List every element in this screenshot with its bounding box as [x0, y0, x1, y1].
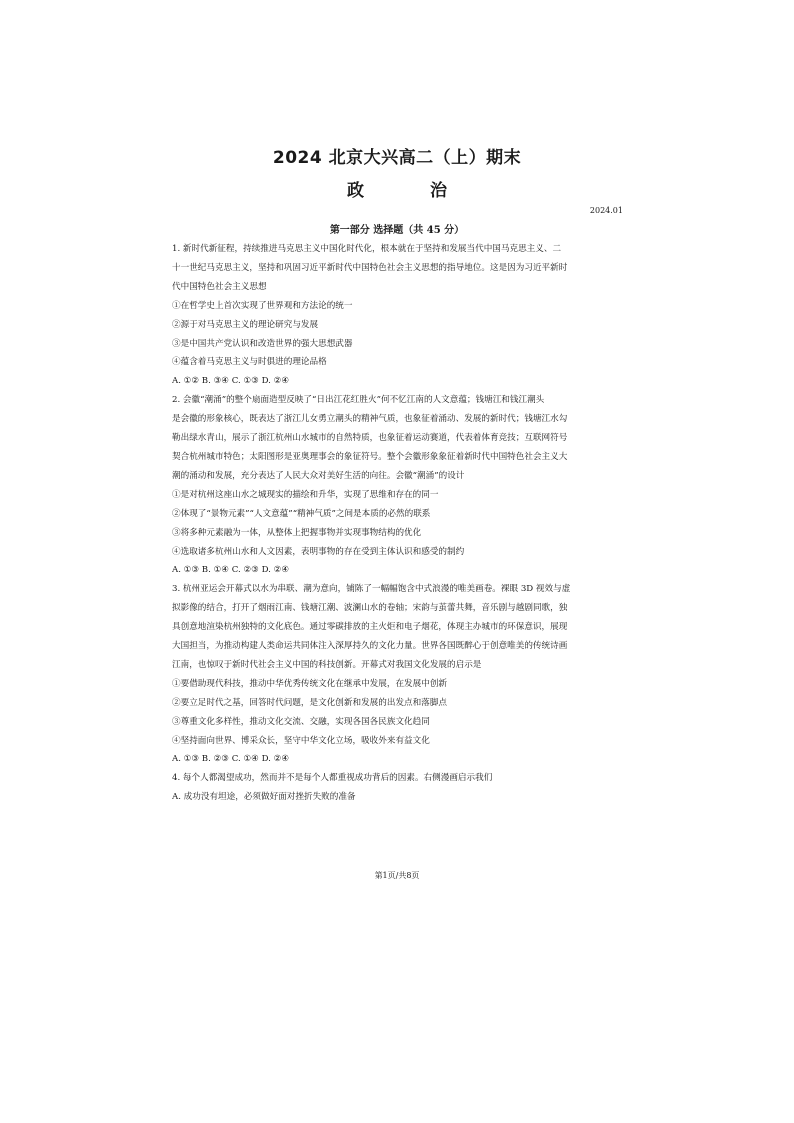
answer-choices: A. ①③ B. ①④ C. ②③ D. ②④ — [172, 565, 290, 576]
question-option: ③尊重文化多样性，推动文化交流、交融，实现各国各民族文化趋同 — [172, 716, 430, 727]
question-option: ③是中国共产党认识和改造世界的强大思想武器 — [172, 338, 353, 349]
question-stem-line: 4. 每个人都渴望成功，然而并不是每个人都重视成功背后的因素。右侧漫画启示我们 — [172, 773, 493, 784]
question-option: ①是对杭州这座山水之城现实的描绘和升华，实现了思维和存在的同一 — [172, 489, 439, 500]
question-option: ④坚持面向世界、博采众长，坚守中华文化立场，吸收外来有益文化 — [172, 735, 430, 746]
question-stem-line: 是会徽的形象核心，既表达了浙江儿女勇立潮头的精神气质，也象征着涌动、发展的新时代；钱塘江水勾 — [172, 414, 568, 425]
question-stem-line: 十一世纪马克思主义，坚持和巩固习近平新时代中国特色社会主义思想的指导地位。这是因为习近平新时 — [172, 262, 568, 273]
exam-subject: 政 治 — [347, 181, 477, 201]
question-option: ①在哲学史上首次实现了世界观和方法论的统一 — [172, 300, 353, 311]
question-stem-line: 拟影像的结合，打开了烟雨江南、钱塘江潮、波澜山水的卷轴；宋韵与茧蕾共舞，音乐剧与越剧同歌，独 — [172, 603, 568, 614]
page-footer: 第1页/共8页 — [374, 871, 420, 880]
question-option: ③将多种元素融为一体，从整体上把握事物并实现事物结构的优化 — [172, 527, 422, 538]
question-stem-line: 潮的涌动和发展，充分表达了人民大众对美好生活的向往。会徽“潮涌”的设计 — [172, 470, 465, 481]
question-stem-line: 江南，也惊叹于新时代社会主义中国的科技创新。开幕式对我国文化发展的启示是 — [172, 659, 482, 670]
question-stem-line: 1. 新时代新征程，持续推进马克思主义中国化时代化，根本就在于坚持和发展当代中国马克思主义、二 — [172, 244, 562, 254]
question-option: ②体现了“景物元素”“人文意蕴”“精神气质”之间是本质的必然的联系 — [172, 508, 431, 519]
questions-content — [172, 240, 625, 807]
exam-date: 2024.01 — [589, 206, 623, 215]
question-option: ④蕴含着马克思主义与时俱进的理论品格 — [172, 357, 327, 368]
question-stem-line: 3. 杭州亚运会开幕式以水为串联、潮为意向，铺陈了一幅幅饱含中式浪漫的唯美画卷。裸眼 3D 视效与虚 — [172, 584, 571, 595]
answer-choices: A. ①② B. ③④ C. ①③ D. ②④ — [172, 376, 290, 387]
question-block — [172, 391, 625, 580]
question-stem-line: 契合杭州城市特色；太阳图形是亚奥理事会的象征符号。整个会徽形象象征着新时代中国特色社会主义大 — [172, 451, 568, 462]
question-stem-line: 2. 会徽“潮涌”的整个扇面造型反映了“日出江花红胜火”何不忆江南的人文意蕴；钱塘江和钱江潮头 — [172, 395, 545, 406]
question-option: ①要借助现代科技，推动中华优秀传统文化在继承中发展，在发展中创新 — [172, 678, 448, 689]
question-block — [172, 769, 625, 807]
exam-title: 2024 北京大兴高二（上）期末 — [272, 148, 522, 168]
question-option: A. 成功没有坦途，必须做好面对挫折失败的准备 — [172, 792, 356, 803]
question-stem-line: 代中国特色社会主义思想 — [172, 281, 267, 292]
question-block — [172, 580, 625, 769]
question-stem-line: 勒出绿水青山，展示了浙江杭州山水城市的自然特质，也象征着运动赛道，代表着体育竞技；互联网符号 — [172, 433, 568, 444]
question-stem-line: 具创意地渲染杭州独特的文化底色。通过零碳排放的主火炬和电子烟花，体现主办城市的环保意识，展现 — [172, 622, 568, 633]
section-title: 第一部分 选择题（共 45 分） — [329, 225, 465, 236]
answer-choices: A. ①③ B. ②③ C. ①④ D. ②④ — [172, 754, 290, 765]
question-stem-line: 大国担当，为推动构建人类命运共同体注入深厚持久的文化力量。世界各国既醉心于创意唯美的传统诗画 — [172, 641, 568, 652]
question-option: ②要立足时代之基，回答时代问题，是文化创新和发展的出发点和落脚点 — [172, 697, 448, 708]
question-block — [172, 240, 625, 391]
question-option: ②源于对马克思主义的理论研究与发展 — [172, 319, 319, 330]
question-option: ④选取诸多杭州山水和人文因素，表明事物的存在受到主体认识和感受的制约 — [172, 546, 465, 557]
